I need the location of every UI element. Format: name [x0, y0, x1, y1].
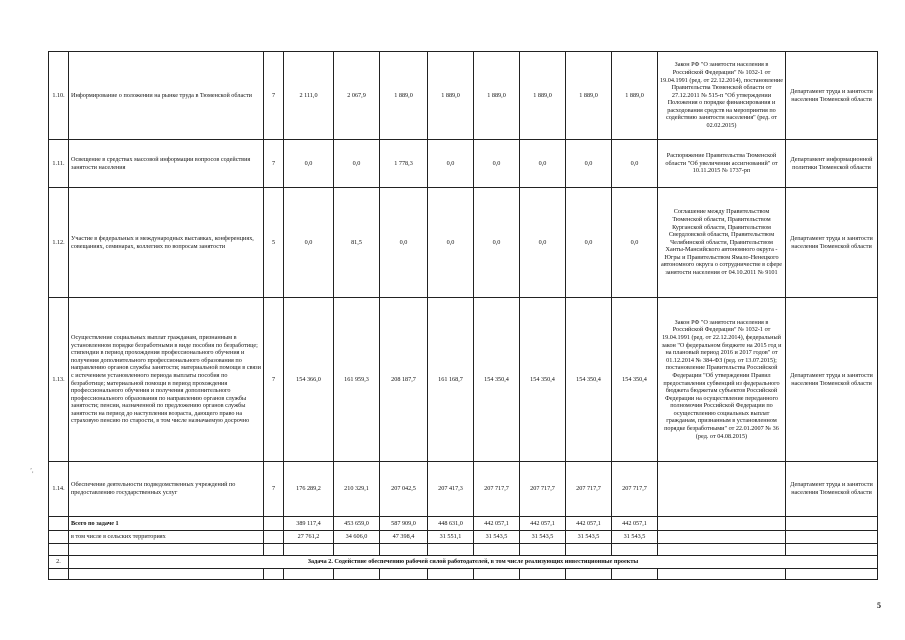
funding-value: 176 289,2 — [284, 462, 334, 517]
total-value: 442 057,1 — [474, 517, 520, 531]
row-number: 1.11. — [49, 140, 69, 188]
table-row — [49, 52, 878, 140]
funding-value: 161 959,3 — [334, 298, 380, 462]
funding-value: 0,0 — [474, 188, 520, 298]
row-number: 1.14. — [49, 462, 69, 517]
responsible-department: Департамент труда и занятости населения Тюменской области — [786, 188, 878, 298]
funding-value: 154 350,4 — [520, 298, 566, 462]
funding-value: 0,0 — [520, 140, 566, 188]
funding-value: 0,0 — [566, 140, 612, 188]
spacer-row — [49, 544, 878, 556]
margin-mark: ʼ, — [30, 468, 34, 474]
rural-value: 34 606,0 — [334, 531, 380, 544]
funding-value: 0,0 — [566, 188, 612, 298]
funding-value: 0,0 — [428, 140, 474, 188]
rural-value: 31 551,1 — [428, 531, 474, 544]
measure-name: Освещение в средствах массовой информации вопросов содействия занятости населения — [69, 140, 264, 188]
measure-name: Информирование о положении на рынке труда в Тюменской области — [69, 52, 264, 140]
funding-value: 0,0 — [612, 188, 658, 298]
funding-value: 0,0 — [428, 188, 474, 298]
column-code: 7 — [264, 52, 284, 140]
table-row — [49, 462, 878, 517]
page-number: 5 — [877, 601, 881, 610]
funding-value: 0,0 — [380, 188, 428, 298]
table-row — [49, 140, 878, 188]
funding-value: 154 350,4 — [474, 298, 520, 462]
funding-value: 1 889,0 — [612, 52, 658, 140]
funding-value: 0,0 — [612, 140, 658, 188]
legal-basis: Закон РФ "О занятости населения в Российской Федерации" № 1032-1 от 19.04.1991 (ред. от 22.12.2014), постановление Правительства Тюменской области от 27.12.2011 № 515-п "Об утверждении Положения о порядке финансирования и расходования средств на мероприятия по содействию занятости населения" (ред. от 02.02.2015) — [658, 52, 786, 140]
rural-value: 27 761,2 — [284, 531, 334, 544]
funding-value: 154 350,4 — [566, 298, 612, 462]
total-label: Всего по задаче 1 — [69, 517, 264, 531]
rural-label: в том числе в сельских территориях — [69, 531, 264, 544]
table-row — [49, 188, 878, 298]
column-code: 5 — [264, 188, 284, 298]
total-row — [49, 517, 878, 531]
legal-basis: Распоряжение Правительства Тюменской области "Об увеличении ассигнований" от 10.11.2015 № 1737-рп — [658, 140, 786, 188]
funding-value: 207 717,7 — [612, 462, 658, 517]
row-number: 1.10. — [49, 52, 69, 140]
responsible-department: Департамент труда и занятости населения Тюменской области — [786, 52, 878, 140]
funding-value: 207 717,7 — [520, 462, 566, 517]
row-number: 1.12. — [49, 188, 69, 298]
funding-value: 0,0 — [284, 140, 334, 188]
funding-value: 0,0 — [334, 140, 380, 188]
funding-value: 207 717,7 — [566, 462, 612, 517]
funding-value: 2 111,0 — [284, 52, 334, 140]
funding-value: 210 329,1 — [334, 462, 380, 517]
funding-value: 1 889,0 — [474, 52, 520, 140]
total-value: 453 659,0 — [334, 517, 380, 531]
column-code: 7 — [264, 298, 284, 462]
total-value: 448 631,0 — [428, 517, 474, 531]
task2-number: 2. — [49, 556, 69, 569]
funding-value: 1 889,0 — [566, 52, 612, 140]
legal-basis: Закон РФ "О занятости населения в Российской Федерации" № 1032-1 от 19.04.1991 (ред. от 22.12.2014), федеральный закон "О федеральном бюджете на 2015 год и на плановый период 2016 и 2017 годов" от 01.12.2014 № 384-ФЗ (ред. от 13.07.2015); постановление Правительства Российской Федерации "Об утверждении Правил предоставления субвенций из федерального бюджета бюджетам субъектов Российской Федерации на осуществление переданного полномочия Российской Федерации по осуществлению социальных выплат гражданам, признанным в установленном порядке безработными" от 22.01.2007 № 36 (ред. от 04.08.2015) — [658, 298, 786, 462]
funding-value: 1 889,0 — [380, 52, 428, 140]
funding-value: 1 889,0 — [520, 52, 566, 140]
funding-value: 0,0 — [474, 140, 520, 188]
funding-value: 1 778,3 — [380, 140, 428, 188]
funding-value: 207 417,3 — [428, 462, 474, 517]
spacer-row — [49, 569, 878, 580]
funding-value: 207 042,5 — [380, 462, 428, 517]
rural-value: 31 543,5 — [520, 531, 566, 544]
task2-row — [49, 556, 878, 569]
task2-title: Задача 2. Содействие обеспечению рабочей силой работодателей, в том числе реализующих инвестиционные проекты — [69, 556, 878, 569]
total-value: 389 117,4 — [284, 517, 334, 531]
measure-name: Осуществление социальных выплат гражданам, признанным в установленном порядке безработными в виде пособия по безработице; стипендии в период прохождения профессионального обучения и получения дополнительного профессионального образования по направлению органов службы занятости; материальной помощи в связи с истечением установленного периода выплаты пособия по безработице; материальной помощи в период прохождения профессионального обучения и получения дополнительного профессионального образования по направлению органов службы занятости; пенсии, назначенной по предложению органов службы занятости на период до наступления возраста, дающего право на страховую пенсию по старости, в том числе назначаемую досрочно — [69, 298, 264, 462]
funding-value: 207 717,7 — [474, 462, 520, 517]
rural-row — [49, 531, 878, 544]
rural-value: 47 398,4 — [380, 531, 428, 544]
legal-basis — [658, 462, 786, 517]
responsible-department: Департамент труда и занятости населения Тюменской области — [786, 462, 878, 517]
funding-value: 0,0 — [520, 188, 566, 298]
funding-value: 161 168,7 — [428, 298, 474, 462]
total-value: 587 909,0 — [380, 517, 428, 531]
program-table — [48, 51, 878, 580]
legal-basis: Соглашение между Правительством Тюменской области, Правительством Курганской области, Правительством Свердловской области, Правительством Челябинской области, Правительством Ханты-Мансийского автономного округа - Югры и Правительством Ямало-Ненецкого автономного округа о сотрудничестве в сфере занятости населения от 04.10.2011 № 9101 — [658, 188, 786, 298]
funding-value: 2 067,9 — [334, 52, 380, 140]
funding-value: 81,5 — [334, 188, 380, 298]
total-value: 442 057,1 — [566, 517, 612, 531]
responsible-department: Департамент информационной политики Тюменской области — [786, 140, 878, 188]
rural-value: 31 543,5 — [474, 531, 520, 544]
table-row — [49, 298, 878, 462]
rural-value: 31 543,5 — [612, 531, 658, 544]
row-number: 1.13. — [49, 298, 69, 462]
funding-value: 208 187,7 — [380, 298, 428, 462]
measure-name: Участие в федеральных и международных выставках, конференциях, совещаниях, семинарах, коллегиях по вопросам занятости — [69, 188, 264, 298]
measure-name: Обеспечение деятельности подведомственных учреждений по предоставлению государственных услуг — [69, 462, 264, 517]
total-value: 442 057,1 — [520, 517, 566, 531]
funding-value: 154 366,0 — [284, 298, 334, 462]
funding-value: 154 350,4 — [612, 298, 658, 462]
column-code: 7 — [264, 462, 284, 517]
funding-value: 1 889,0 — [428, 52, 474, 140]
funding-value: 0,0 — [284, 188, 334, 298]
rural-value: 31 543,5 — [566, 531, 612, 544]
total-value: 442 057,1 — [612, 517, 658, 531]
responsible-department: Департамент труда и занятости населения Тюменской области — [786, 298, 878, 462]
column-code: 7 — [264, 140, 284, 188]
